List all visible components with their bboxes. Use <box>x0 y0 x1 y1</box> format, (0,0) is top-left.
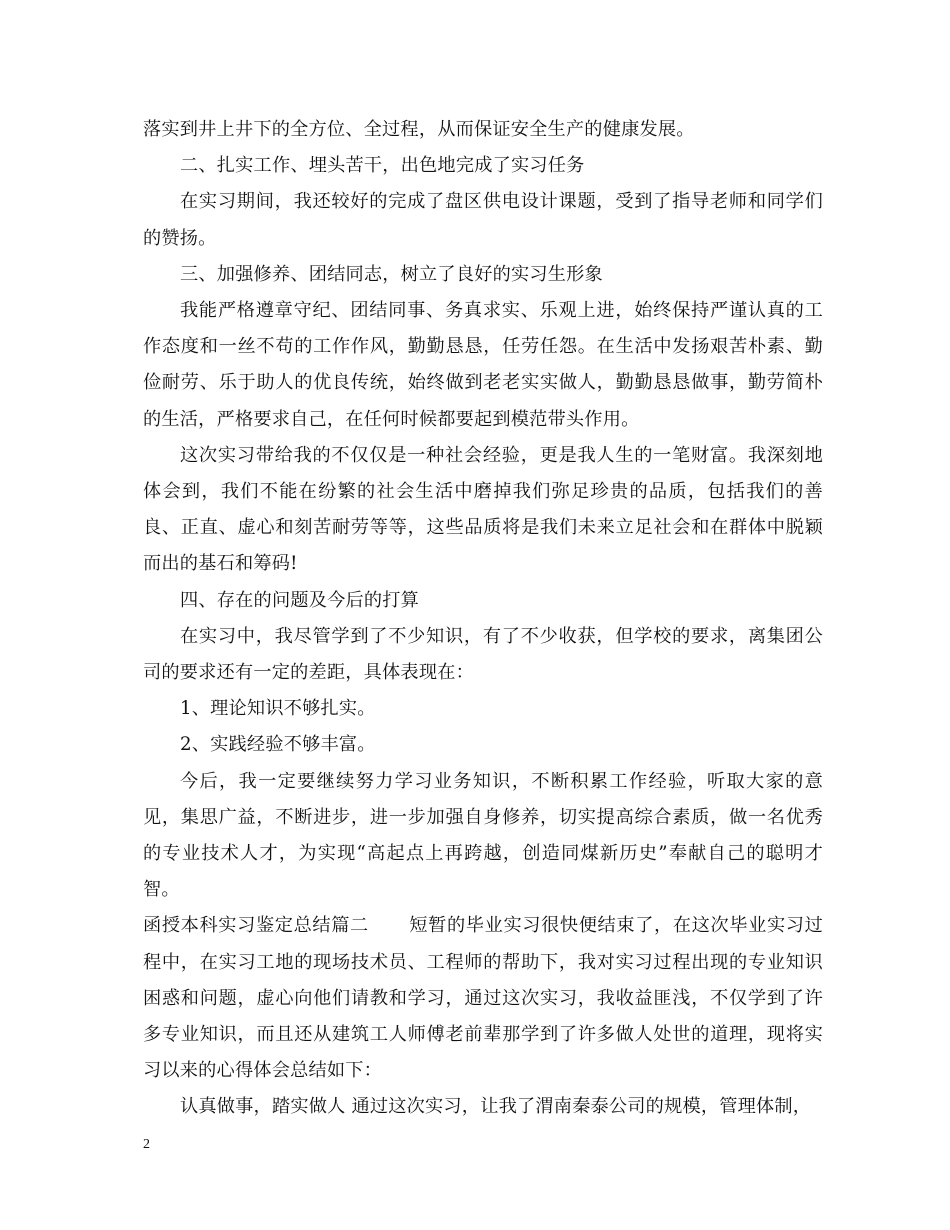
paragraph: 今后，我一定要继续努力学习业务知识，不断积累工作经验，听取大家的意见，集思广益，不断进步，进一步加强自身修养，切实提高综合素质，做一名优秀的专业技术人才，为实现“高起点上再跨越，创造同煤新历史”奉献自己的聪明才智。 <box>143 770 823 901</box>
section-heading: 二、扎实工作、埋头苦干，出色地完成了实习任务 <box>180 155 585 177</box>
section-two-text: 短暂的毕业实习很快便结束了，在这次毕业实习过程中，在实习工地的现场技术员、工程师的帮助下，我对实习过程出现的专业知识困惑和问题，虚心向他们请教和学习，通过这次实习，我收益匪浅，不仅学到了许多专业知识，而且还从建筑工人师傅老前辈那学到了许多做人处世的道理，现将实习以来的心得体会总结如下： <box>143 915 824 1082</box>
paragraph: 落实到井上井下的全方位、全过程，从而保证安全生产的健康发展。 <box>143 119 695 140</box>
last-paragraph-lead: 认真做事，踏实做人 <box>180 1096 346 1118</box>
section-heading: 四、存在的问题及今后的打算 <box>180 589 420 611</box>
section-two-paragraph <box>143 908 823 1089</box>
paragraph: 在实习中，我尽管学到了不少知识，有了不少收获，但学校的要求，离集团公司的要求还有一定的差距，具体表现在： <box>143 625 823 684</box>
body-text <box>143 112 823 1126</box>
list-item: 2、实践经验不够丰富。 <box>180 734 376 756</box>
paragraph: 这次实习带给我的不仅仅是一种社会经验，更是我人生的一笔财富。我深刻地体会到，我们不能在纷繁的社会生活中磨掉我们弥足珍贵的品质，包括我们的善良、正直、虚心和刻苦耐劳等等，这些品质将是我们未来立足社会和在群体中脱颖而出的基石和筹码! <box>143 444 823 575</box>
last-paragraph-text: 通过这次实习，让我了渭南秦泰公司的规模，管理体制， <box>351 1096 812 1118</box>
last-paragraph <box>143 1089 823 1125</box>
section-two-heading: 函授本科实习鉴定总结篇二 <box>143 915 369 937</box>
paragraph: 我能严格遵章守纪、团结同事、务真求实、乐观上进，始终保持严谨认真的工作态度和一丝不苟的工作作风，勤勤恳恳，任劳任怨。在生活中发扬艰苦朴素、勤俭耐劳、乐于助人的优良传统，始终做到老老实实做人，勤勤恳恳做事，勤劳简朴的生活，严格要求自己，在任何时候都要起到模范带头作用。 <box>143 300 823 430</box>
section-heading: 三、加强修养、团结同志，树立了良好的实习生形象 <box>180 263 603 285</box>
list-item: 1、理论知识不够扎实。 <box>180 698 376 720</box>
paragraph: 在实习期间，我还较好的完成了盘区供电设计课题，受到了指导老师和同学们的赞扬。 <box>143 191 823 249</box>
page-number: 2 <box>143 1137 150 1152</box>
